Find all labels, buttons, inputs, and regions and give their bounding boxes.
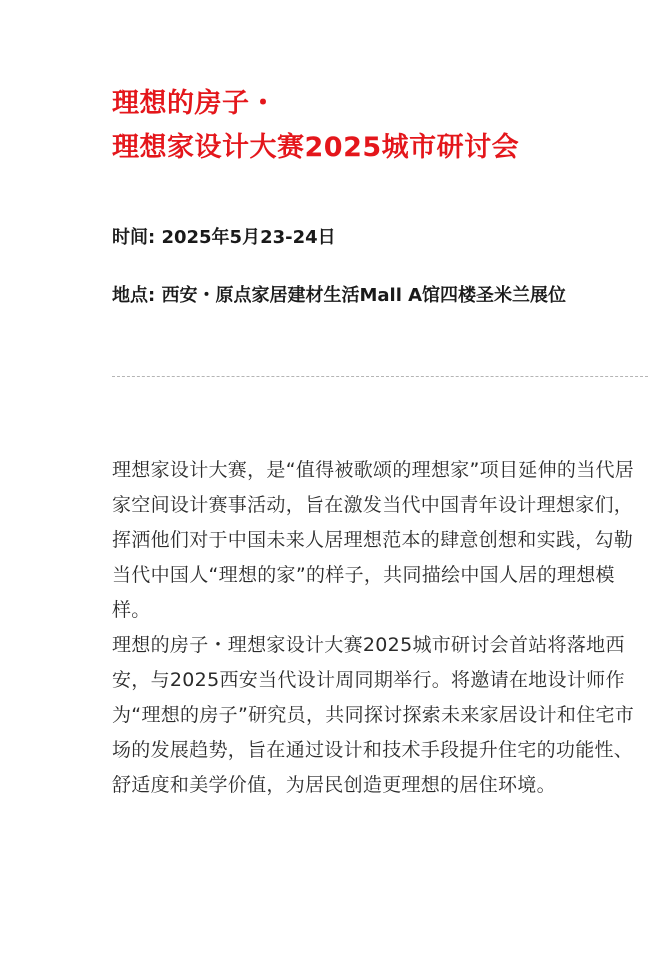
body-paragraph-2: 理想的房子・理想家设计大赛2025城市研讨会首站将落地西安，与2025西安当代设计周同期举行。将邀请在地设计师作为“理想的房子”研究员，共同探讨探索未来家居设计和住宅市场的发展趋势，旨在通过设计和技术手段提升住宅的功能性、舒适度和美学价值，为居民创造更理想的居住环境。 (112, 634, 635, 796)
event-location: 地点: 西安・原点家居建材生活Mall A馆四楼圣米兰展位 (112, 285, 567, 306)
body-paragraph-1: 理想家设计大赛，是“值得被歌颂的理想家”项目延伸的当代居家空间设计赛事活动，旨在激发当代中国青年设计理想家们，挥洒他们对于中国未来人居理想范本的肆意创想和实践，勾勒当代中国人“理想的家”的样子，共同描绘中国人居的理想模样。 (112, 459, 635, 621)
article-title (112, 82, 632, 170)
title-line-1: 理想的房子・ (112, 88, 277, 119)
dashed-divider (112, 376, 648, 377)
article-body (112, 453, 642, 803)
event-time: 时间: 2025年5月23-24日 (112, 227, 336, 248)
title-line-2: 理想家设计大赛2025城市研讨会 (112, 132, 520, 163)
